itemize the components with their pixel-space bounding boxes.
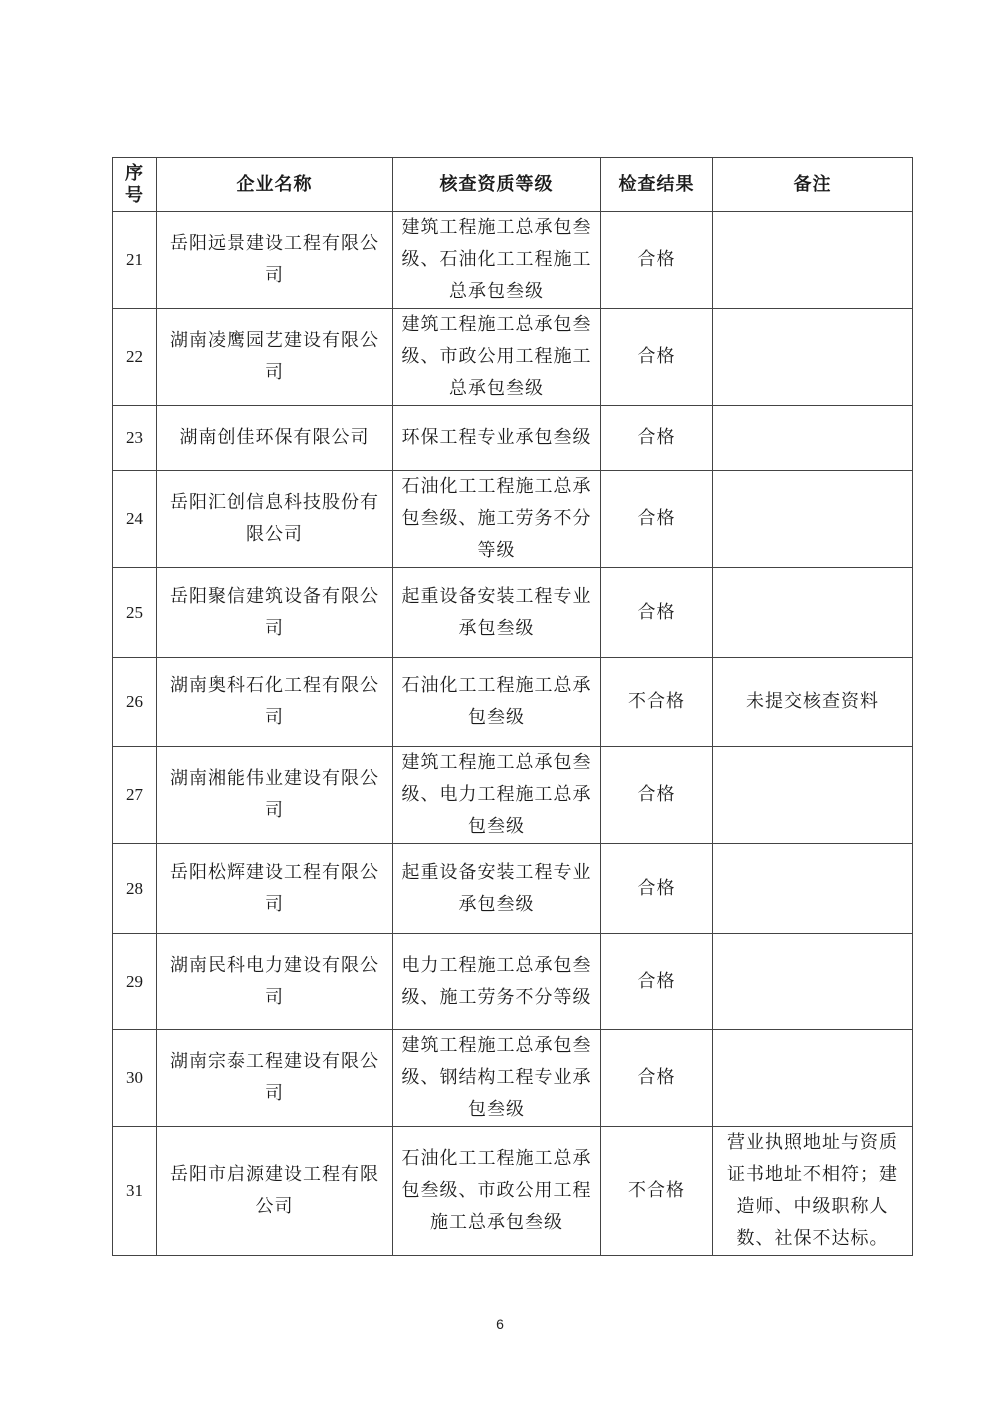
row-result: 合格 [601, 309, 713, 406]
row-seq: 29 [113, 934, 157, 1030]
row-company: 湖南创佳环保有限公司 [157, 406, 393, 471]
row-remark: 营业执照地址与资质证书地址不相符；建造师、中级职称人数、社保不达标。 [713, 1127, 913, 1256]
row-remark [713, 471, 913, 568]
row-remark [713, 309, 913, 406]
row-company: 湖南凌鹰园艺建设有限公司 [157, 309, 393, 406]
row-seq: 25 [113, 568, 157, 658]
table-row [113, 212, 913, 309]
row-result: 不合格 [601, 1127, 713, 1256]
row-qualification: 建筑工程施工总承包叁级、钢结构工程专业承包叁级 [393, 1030, 601, 1127]
row-qualification: 石油化工工程施工总承包叁级、施工劳务不分等级 [393, 471, 601, 568]
table-row [113, 1127, 913, 1256]
header-seq: 序号 [113, 158, 157, 212]
table-row [113, 658, 913, 747]
row-seq: 30 [113, 1030, 157, 1127]
header-result: 检查结果 [601, 158, 713, 212]
row-result: 合格 [601, 471, 713, 568]
row-result: 合格 [601, 568, 713, 658]
table-row [113, 844, 913, 934]
row-seq: 22 [113, 309, 157, 406]
row-qualification: 建筑工程施工总承包叁级、市政公用工程施工总承包叁级 [393, 309, 601, 406]
row-qualification: 起重设备安装工程专业承包叁级 [393, 568, 601, 658]
header-qualification: 核查资质等级 [393, 158, 601, 212]
row-qualification: 石油化工工程施工总承包叁级 [393, 658, 601, 747]
row-company: 湖南湘能伟业建设有限公司 [157, 747, 393, 844]
table-row [113, 471, 913, 568]
row-remark [713, 568, 913, 658]
row-result: 合格 [601, 406, 713, 471]
row-company: 岳阳远景建设工程有限公司 [157, 212, 393, 309]
table-row [113, 309, 913, 406]
row-result: 合格 [601, 844, 713, 934]
row-seq: 28 [113, 844, 157, 934]
row-remark [713, 1030, 913, 1127]
row-seq: 24 [113, 471, 157, 568]
row-remark [713, 747, 913, 844]
row-qualification: 电力工程施工总承包叁级、施工劳务不分等级 [393, 934, 601, 1030]
row-qualification: 石油化工工程施工总承包叁级、市政公用工程施工总承包叁级 [393, 1127, 601, 1256]
row-seq: 31 [113, 1127, 157, 1256]
header-remark: 备注 [713, 158, 913, 212]
row-remark [713, 212, 913, 309]
row-result: 合格 [601, 1030, 713, 1127]
row-remark: 未提交核查资料 [713, 658, 913, 747]
row-seq: 21 [113, 212, 157, 309]
row-seq: 27 [113, 747, 157, 844]
row-company: 岳阳松辉建设工程有限公司 [157, 844, 393, 934]
table-row [113, 934, 913, 1030]
table-header-row [113, 158, 913, 212]
table-row [113, 406, 913, 471]
row-company: 湖南民科电力建设有限公司 [157, 934, 393, 1030]
row-remark [713, 406, 913, 471]
row-remark [713, 934, 913, 1030]
row-qualification: 起重设备安装工程专业承包叁级 [393, 844, 601, 934]
header-company: 企业名称 [157, 158, 393, 212]
row-result: 合格 [601, 934, 713, 1030]
row-qualification: 建筑工程施工总承包叁级、电力工程施工总承包叁级 [393, 747, 601, 844]
table-row [113, 1030, 913, 1127]
row-seq: 23 [113, 406, 157, 471]
row-remark [713, 844, 913, 934]
row-seq: 26 [113, 658, 157, 747]
row-company: 湖南宗泰工程建设有限公司 [157, 1030, 393, 1127]
table-row [113, 747, 913, 844]
row-company: 湖南奥科石化工程有限公司 [157, 658, 393, 747]
row-qualification: 环保工程专业承包叁级 [393, 406, 601, 471]
table-row [113, 568, 913, 658]
row-result: 不合格 [601, 658, 713, 747]
row-company: 岳阳汇创信息科技股份有限公司 [157, 471, 393, 568]
row-company: 岳阳市启源建设工程有限公司 [157, 1127, 393, 1256]
inspection-results-table [112, 157, 913, 1256]
row-company: 岳阳聚信建筑设备有限公司 [157, 568, 393, 658]
page-number: 6 [496, 1316, 504, 1332]
row-result: 合格 [601, 747, 713, 844]
row-result: 合格 [601, 212, 713, 309]
row-qualification: 建筑工程施工总承包叁级、石油化工工程施工总承包叁级 [393, 212, 601, 309]
